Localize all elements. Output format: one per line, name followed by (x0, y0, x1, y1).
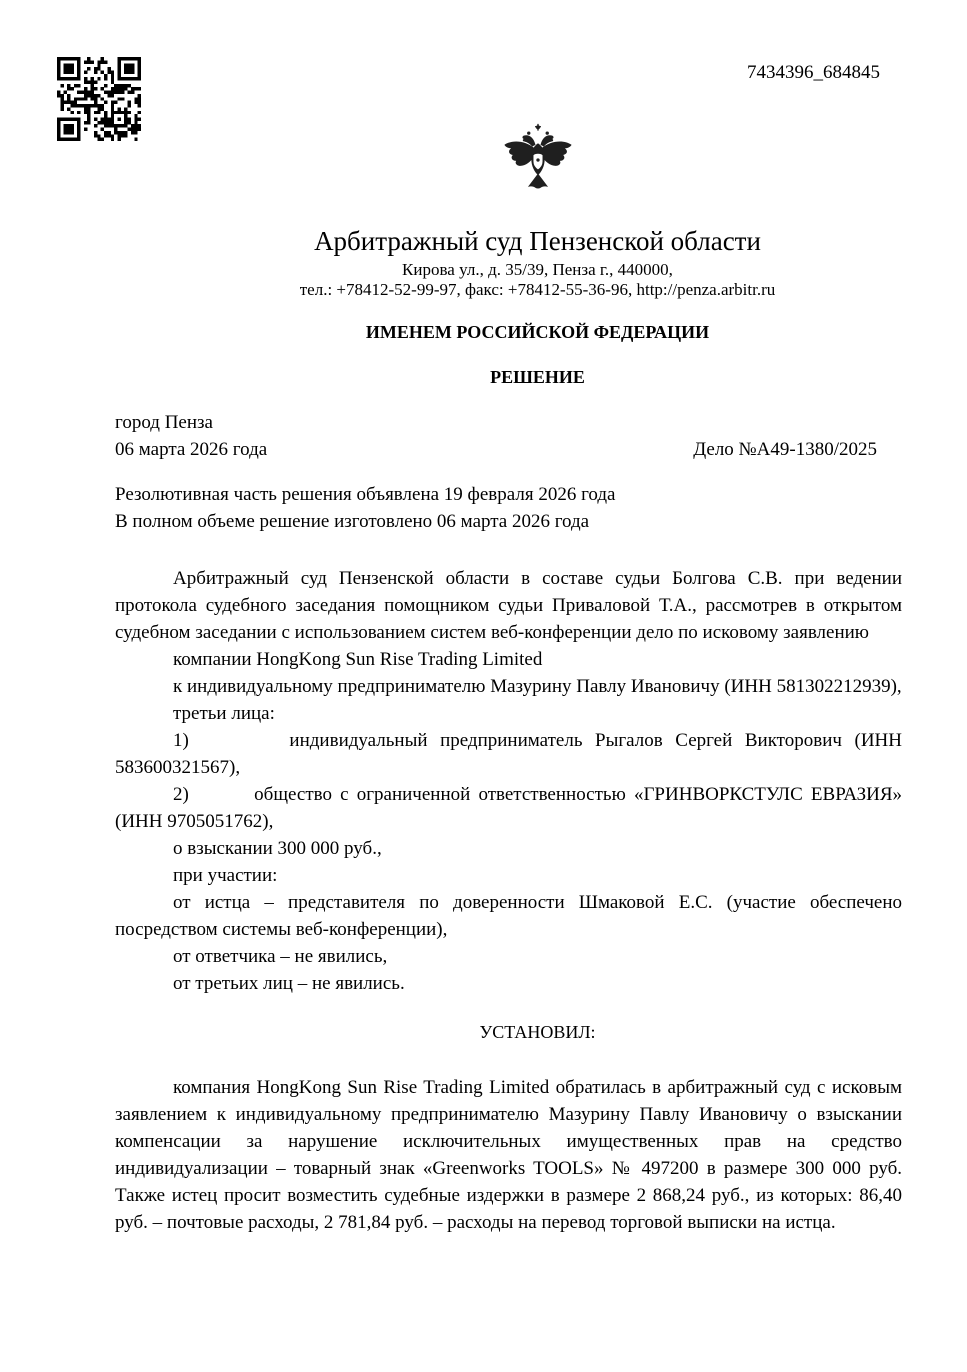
paragraph-claim-amount: о взыскании 300 000 руб., (173, 838, 382, 859)
date-case-row (115, 436, 877, 463)
paragraph-defendant-attendance: от ответчика – не явились, (173, 946, 388, 967)
city-line: город Пенза (115, 412, 213, 433)
established-heading: УСТАНОВИЛ: (479, 1022, 596, 1042)
paragraph-third-parties-label: третьи лица: (173, 703, 275, 724)
full-volume-line: В полном объеме решение изготовлено 06 марта 2026 года (115, 511, 590, 532)
paragraph-defendant: к индивидуальному предпринимателю Мазурину Павлу Ивановичу (ИНН 581302212939), (173, 676, 902, 697)
paragraph-court-composition: Арбитражный суд Пензенской области в составе судьи Болгова С.В. при ведении протокола судебного заседания помощником судьи Приваловой Т.А., рассмотрев в открытом судебном заседании с использованием систем веб-конференции дело по исковому заявлению (115, 568, 902, 643)
paragraph-plaintiff-attendance: от истца – представителя по доверенности Шмаковой Е.С. (участие обеспечено посредством системы веб-конференции), (115, 892, 902, 940)
russia-coat-of-arms-icon (115, 123, 960, 202)
paragraph-claim-details: компания HongKong Sun Rise Trading Limited обратилась в арбитражный суд с исковым заявлением к индивидуальному предпринимателю Мазурину Павлу Ивановичу о взыскании компенсации за нарушение исключительных имущественных прав на средство индивидуализации – товарный знак «Greenworks TOOLS» № 497200 в размере 300 000 руб. Также истец просит возместить судебные издержки в размере 2 868,24 руб., из которых: 86,40 руб. – почтовые расходы, 2 781,84 руб. – расходы на перевод торговой выписки на истца. (115, 1077, 902, 1233)
court-address: Кирова ул., д. 35/39, Пенза г., 440000, (402, 260, 673, 279)
resolutive-part-line: Резолютивная часть решения объявлена 19 февраля 2026 года (115, 484, 616, 505)
decision-date: 06 марта 2026 года (115, 439, 268, 460)
court-contacts: тел.: +78412-52-99-97, факс: +78412-55-36-96, http://penza.arbitr.ru (299, 280, 776, 299)
paragraph-plaintiff: компании HongKong Sun Rise Trading Limited (173, 649, 543, 670)
case-number: Дело №А49-1380/2025 (693, 439, 877, 460)
paragraph-third-party-1: 1) индивидуальный предприниматель Рыгалов Сергей Викторович (ИНН 583600321567), (115, 730, 902, 778)
resolutive-block (115, 481, 960, 535)
decision-heading: РЕШЕНИЕ (490, 367, 585, 387)
paragraph-third-parties-attendance: от третьих лиц – не явились. (173, 973, 405, 994)
intro-section (115, 565, 960, 997)
established-section (115, 1074, 960, 1236)
document-number: 7434396_684845 (747, 62, 880, 83)
paragraph-attendance-label: при участии: (173, 865, 278, 886)
in-the-name-heading: ИМЕНЕМ РОССИЙСКОЙ ФЕДЕРАЦИИ (365, 322, 710, 342)
paragraph-third-party-2: 2) общество с ограниченной ответственностью «ГРИНВОРКСТУЛС ЕВРАЗИЯ» (ИНН 9705051762), (115, 784, 902, 832)
qr-code (57, 57, 141, 141)
court-name: Арбитражный суд Пензенской области (314, 226, 761, 256)
document-content (115, 0, 960, 1236)
